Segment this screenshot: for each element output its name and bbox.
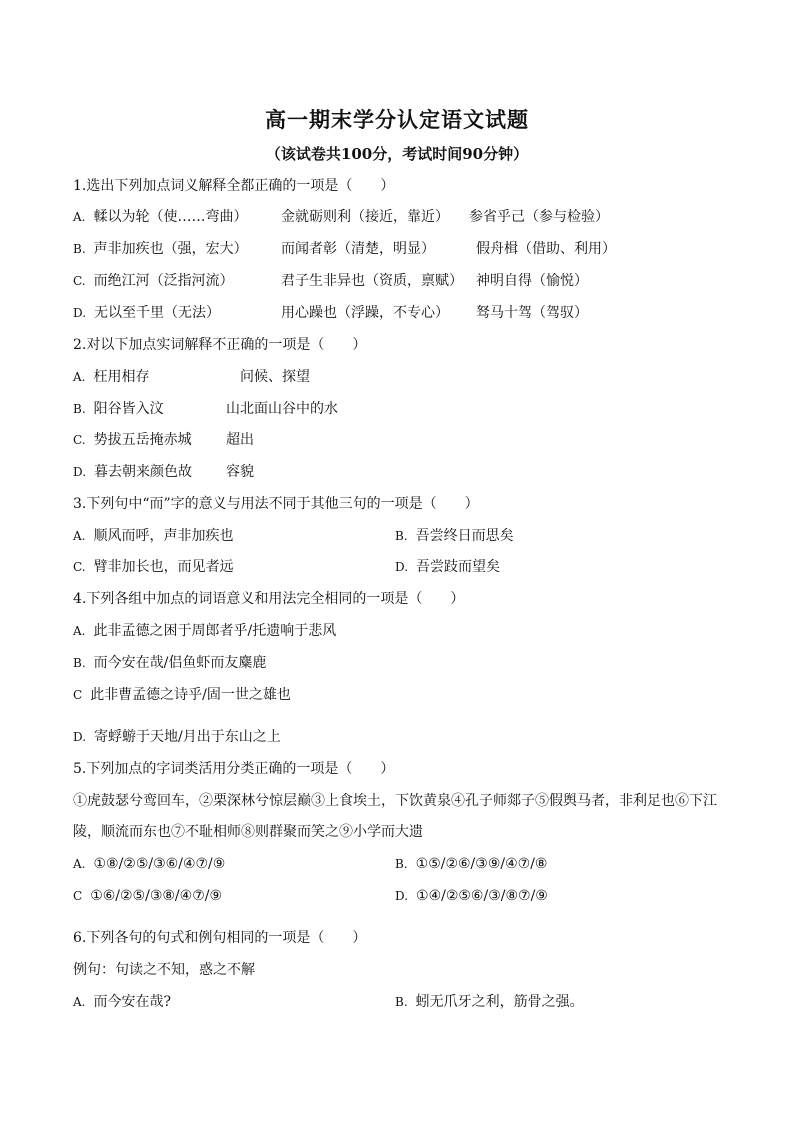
- option-label: A.: [73, 210, 86, 224]
- page-title: 高一期末学分认定语文试题: [265, 107, 529, 132]
- option-label: B.: [395, 995, 408, 1009]
- option-part: 君子生非异也（资质，禀赋）: [281, 273, 463, 289]
- option-label: C: [73, 688, 83, 702]
- option-label: C.: [73, 433, 86, 447]
- option-text: 暮去朝来颜色故: [94, 464, 193, 480]
- option-part: 参省乎己（参与检验）: [469, 209, 609, 225]
- q3-option-d: [395, 558, 500, 576]
- question-5-stem: 5.下列加点的字词类活用分类正确的一项是（ ）: [73, 761, 395, 777]
- option-label: B.: [73, 242, 86, 256]
- q1-option-c: [73, 272, 588, 290]
- option-text: ①⑥/②⑤/③⑧/④⑦/⑨: [90, 888, 223, 904]
- option-part: 而绝江河（泛指河流）: [93, 273, 234, 289]
- option-part: 而闻者彰（清楚，明显）: [281, 241, 435, 257]
- option-part: 声非加疾也（强，宏大）: [93, 241, 248, 257]
- option-gloss: 问候、探望: [240, 369, 310, 385]
- q5-row-1: [73, 855, 548, 873]
- q4-option-c: [73, 686, 291, 704]
- option-text: 势拔五岳掩赤城: [93, 432, 192, 448]
- option-label: B.: [73, 402, 86, 416]
- option-label: B.: [395, 529, 408, 543]
- option-part: 輮以为轮（使……弯曲）: [93, 209, 248, 225]
- q6-option-b: [395, 993, 584, 1011]
- question-4-stem: 4.下列各组中加点的词语意义和用法完全相同的一项是（ ）: [73, 591, 465, 607]
- option-label: B.: [395, 857, 408, 871]
- option-label: A.: [73, 857, 86, 871]
- option-label: C: [73, 889, 83, 903]
- option-label: A.: [73, 624, 86, 638]
- option-label: D.: [73, 730, 87, 744]
- option-label: A.: [73, 995, 86, 1009]
- option-part: 金就砺则利（接近，靠近）: [281, 209, 449, 225]
- question-3-stem: 3.下列句中“而”字的意义与用法不同于其他三句的一项是（ ）: [73, 496, 479, 512]
- q1-option-d: [73, 304, 588, 322]
- question-6-stem: 6.下列各句的句式和例句相同的一项是（ ）: [73, 930, 367, 946]
- q5-passage-line-1: ①虎鼓瑟兮鸾回车，②栗深林兮惊层巅③上食埃土，下饮黄泉④孔子师郯子⑤假舆马者，非利足也⑥下江: [73, 793, 717, 809]
- option-text: 阳谷皆入汶: [93, 401, 164, 417]
- option-label: C.: [73, 560, 86, 574]
- option-part: 假舟楫（借助、利用）: [476, 241, 616, 257]
- option-label: A.: [73, 529, 86, 543]
- q5-passage-line-2: 陵，顺流而东也⑦不耻相师⑧则群聚而笑之⑨小学而大遗: [73, 824, 423, 840]
- q4-option-a: [73, 622, 336, 640]
- option-label: D.: [73, 465, 87, 479]
- q1-option-b: [73, 240, 616, 258]
- option-text: 蚓无爪牙之利，筋骨之强。: [415, 994, 584, 1010]
- page-subtitle: （该试卷共100分，考试时间90分钟）: [265, 145, 529, 163]
- q3-row-1: [73, 527, 514, 545]
- option-text: 吾尝终日而思矣: [415, 528, 514, 544]
- option-label: D.: [395, 560, 409, 574]
- option-gloss: 容貌: [226, 464, 254, 480]
- q4-option-d: [73, 728, 281, 746]
- option-text: 此非孟德之困于周郎者乎/托遗响于悲风: [93, 623, 337, 639]
- q6-row-1: [73, 993, 584, 1011]
- option-text: 臂非加长也，而见者远: [93, 559, 234, 575]
- q2-option-c: [73, 431, 254, 449]
- option-text: 而今安在哉?: [93, 994, 171, 1010]
- option-part: 无以至千里（无法）: [94, 305, 221, 321]
- q3-option-b: [395, 527, 514, 545]
- option-part: 用心躁也（浮躁，不专心）: [281, 305, 449, 321]
- q5-option-b: [395, 855, 547, 873]
- option-part: 神明自得（愉悦）: [476, 273, 588, 289]
- q1-option-a: [73, 208, 609, 226]
- q5-option-d: [395, 887, 548, 905]
- option-text: ①④/②⑤⑥/③/⑧⑦/⑨: [416, 888, 548, 904]
- option-text: 而今安在哉/侣鱼虾而友麋鹿: [93, 655, 267, 671]
- option-label: B.: [73, 656, 86, 670]
- q6-example: 例句：句读之不知，惑之不解: [73, 962, 255, 978]
- option-text: ①⑤/②⑥/③⑨/④⑦/⑧: [415, 856, 548, 872]
- option-text: 吾尝跂而望矣: [416, 559, 501, 575]
- question-2-stem: 2.对以下加点实词解释不正确的一项是（ ）: [73, 337, 367, 353]
- question-1-stem: 1.选出下列加点词义解释全都正确的一项是（ ）: [73, 178, 395, 194]
- option-part: 驽马十驾（驾驭）: [476, 305, 588, 321]
- q2-option-d: [73, 463, 254, 481]
- q4-option-b: [73, 654, 266, 672]
- q2-option-a: [73, 368, 310, 386]
- option-gloss: 山北面山谷中的水: [226, 401, 338, 417]
- q5-row-2: [73, 887, 548, 905]
- option-text: 枉用相存: [93, 369, 150, 385]
- option-text: 顺风而呼，声非加疾也: [93, 528, 234, 544]
- option-text: 寄蜉蝣于天地/月出于东山之上: [94, 729, 281, 745]
- option-text: ①⑧/②⑤/③⑥/④⑦/⑨: [93, 856, 226, 872]
- option-label: D.: [395, 889, 409, 903]
- q2-option-b: [73, 400, 338, 418]
- option-gloss: 超出: [226, 432, 254, 448]
- option-label: C.: [73, 274, 86, 288]
- option-label: D.: [73, 306, 87, 320]
- option-text: 此非曹孟德之诗乎/固一世之雄也: [90, 687, 291, 703]
- option-label: A.: [73, 370, 86, 384]
- q3-row-2: [73, 558, 501, 576]
